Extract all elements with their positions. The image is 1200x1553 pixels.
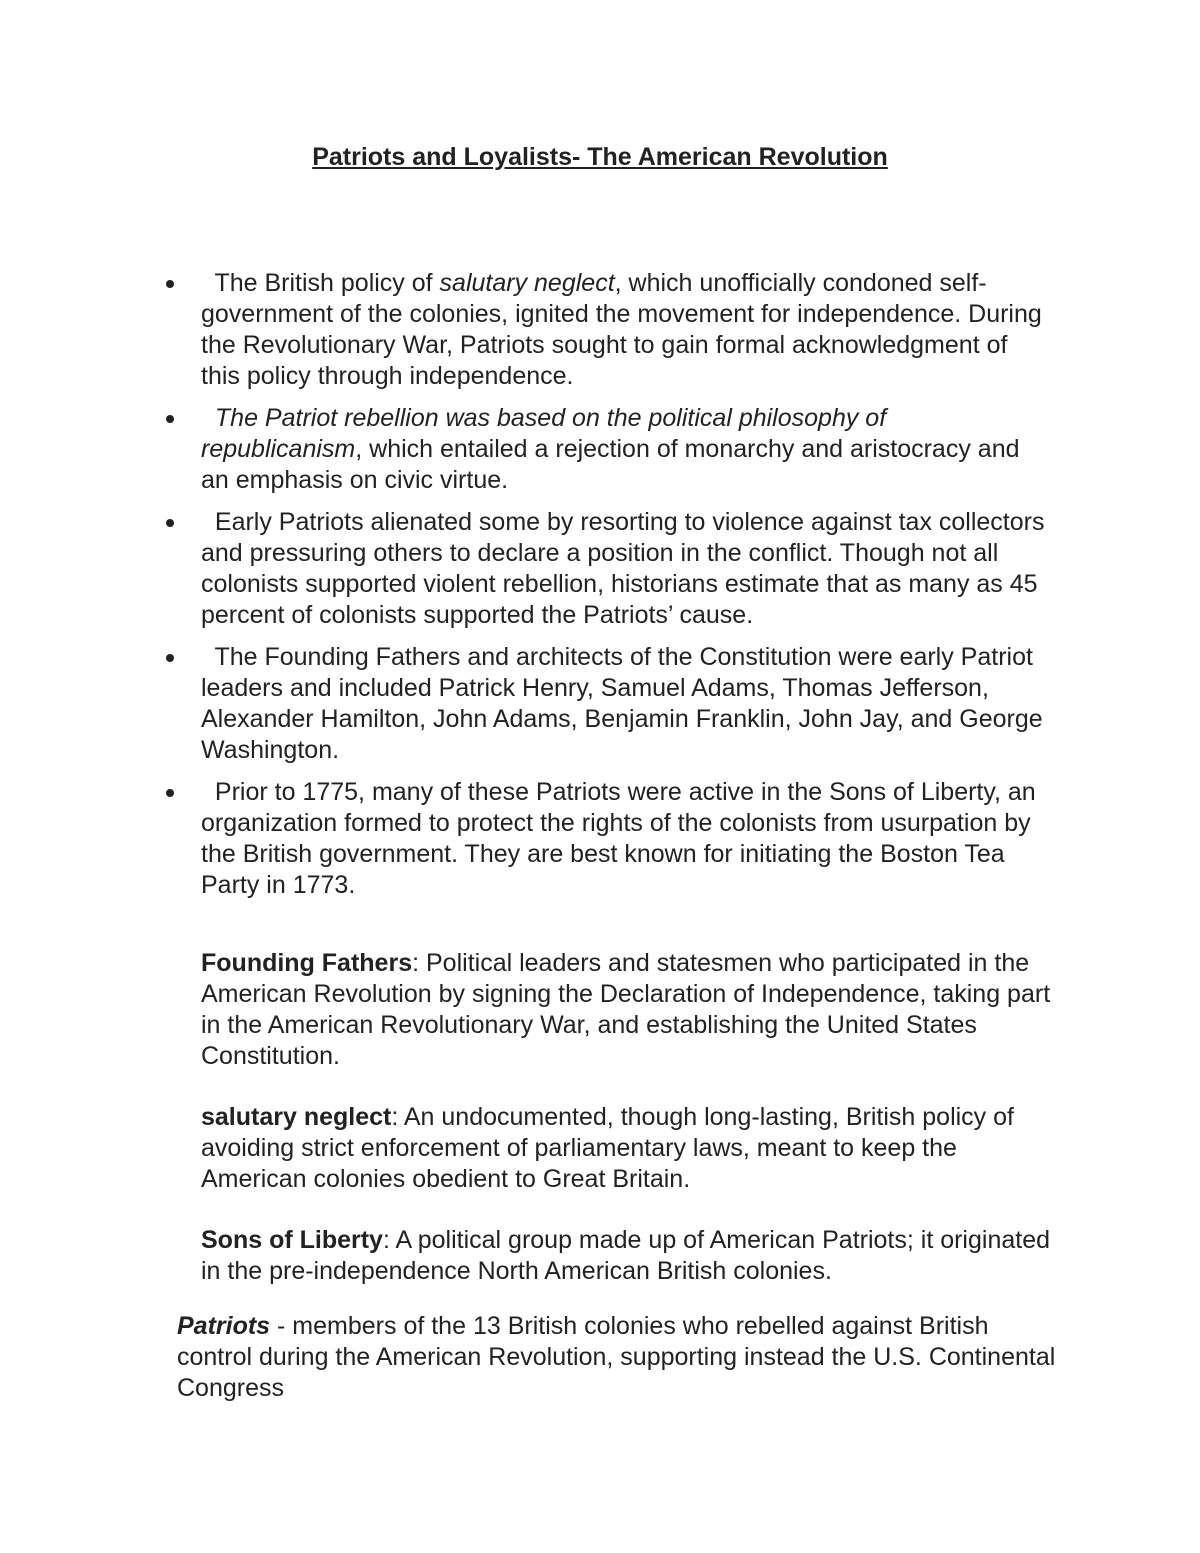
bullet-text: , which unofficially condoned self-government of the colonies, ignited the movement for independence. During the Revolutionary War, Patriots sought to gain formal acknowledgment of this policy through independence. bbox=[201, 269, 1042, 390]
bullet-text: , which entailed a rejection of monarchy and aristocracy and an emphasis on civic virtue. bbox=[201, 435, 1020, 494]
definition-founding-fathers bbox=[201, 948, 1051, 1072]
bullet-emphasis: The Patriot rebellion was based on the political philosophy of republicanism bbox=[201, 404, 887, 463]
bullet-dot-icon bbox=[166, 415, 174, 423]
bullet-lead-space bbox=[201, 643, 214, 671]
bullet-dot-icon bbox=[166, 519, 174, 527]
note-text: - members of the 13 British colonies who rebelled against British control during the American Revolution, supporting instead the U.S. Continental Congress bbox=[177, 1312, 1056, 1402]
definition-text: : Political leaders and statesmen who participated in the American Revolution by signing the Declaration of Independence, taking part in the American Revolutionary War, and establishing the United States Constitution. bbox=[201, 949, 1051, 1070]
bullet-lead-space bbox=[201, 269, 214, 297]
definitions-section bbox=[201, 948, 1051, 1317]
bullet-text: Prior to 1775, many of these Patriots were active in the Sons of Liberty, an organization formed to protect the rights of the colonists from usurpation by the British government. They are best known for initiating the Boston Tea Party in 1773. bbox=[201, 778, 1036, 899]
bullet-text: The British policy of bbox=[214, 269, 440, 297]
definition-sons-of-liberty bbox=[201, 1225, 1051, 1287]
bullet-item bbox=[0, 403, 1051, 496]
definition-text: : An undocumented, though long-lasting, British policy of avoiding strict enforcement of parliamentary laws, meant to keep the American colonies obedient to Great Britain. bbox=[201, 1103, 1014, 1193]
bullet-emphasis: salutary neglect bbox=[439, 269, 615, 297]
bullet-item bbox=[0, 642, 1051, 766]
bullet-item bbox=[0, 777, 1051, 901]
bullet-item bbox=[0, 268, 1051, 392]
bullet-dot-icon bbox=[166, 654, 174, 662]
definition-term: Sons of Liberty bbox=[201, 1226, 383, 1254]
bullet-dot-icon bbox=[166, 280, 174, 288]
definition-text: : A political group made up of American Patriots; it originated in the pre-independence North American British colonies. bbox=[201, 1226, 1051, 1285]
definition-salutary-neglect bbox=[201, 1102, 1051, 1195]
bullet-item bbox=[0, 507, 1051, 631]
note-term: Patriots bbox=[177, 1312, 271, 1340]
bullet-text: Early Patriots alienated some by resorting to violence against tax collectors and pressuring others to declare a position in the conflict. Though not all colonists supported violent rebellion, historians estimate that as many as 45 percent of colonists supported the Patriots’ cause. bbox=[201, 508, 1045, 629]
patriots-note bbox=[177, 1311, 1057, 1404]
definition-term: Founding Fathers bbox=[201, 949, 413, 977]
bullet-lead-space bbox=[201, 508, 215, 536]
bullet-lead-space bbox=[201, 778, 215, 806]
definition-term: salutary neglect bbox=[201, 1103, 392, 1131]
bullet-text: The Founding Fathers and architects of the Constitution were early Patriot leaders and included Patrick Henry, Samuel Adams, Thomas Jefferson, Alexander Hamilton, John Adams, Benjamin Franklin, John Jay, and George Washington. bbox=[201, 643, 1043, 764]
document-title: Patriots and Loyalists- The American Revolution bbox=[312, 143, 888, 171]
bullet-dot-icon bbox=[166, 789, 174, 797]
bullet-lead-space bbox=[201, 404, 215, 432]
bullet-list bbox=[0, 268, 1200, 912]
